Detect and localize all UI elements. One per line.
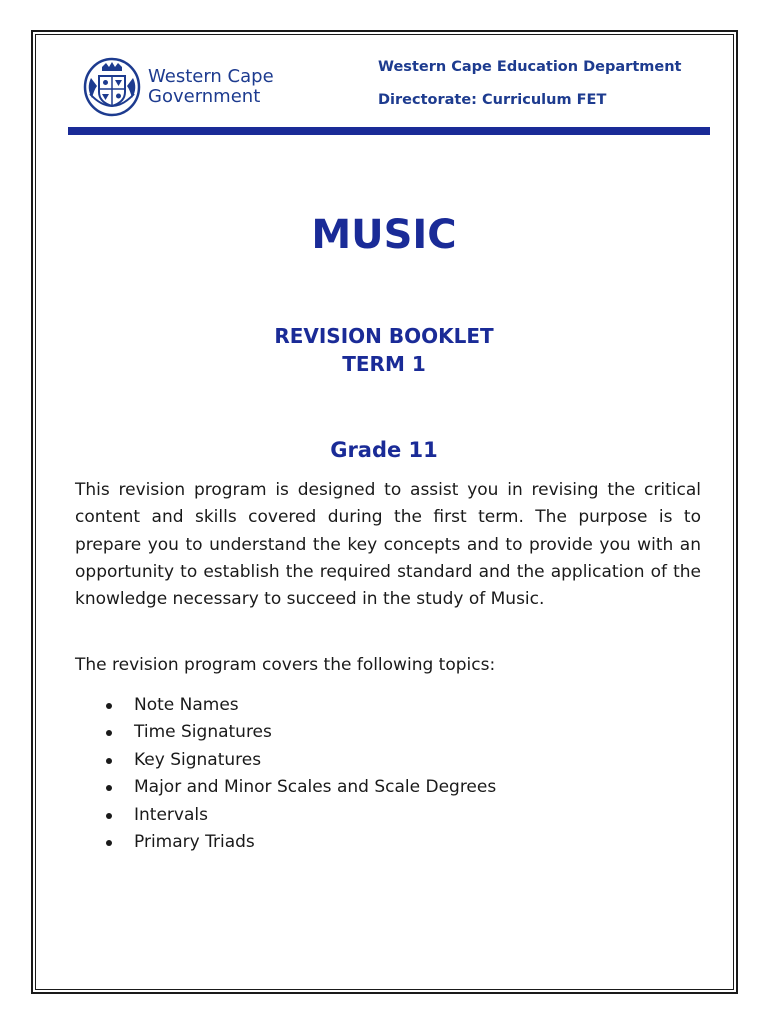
list-item — [104, 719, 496, 746]
topic-label: Time Signatures — [134, 722, 272, 743]
logo-line-1: Western Cape — [148, 66, 274, 87]
bullet-dot-icon — [106, 785, 112, 791]
intro-paragraph: This revision program is designed to assist you in revising the critical content and skills covered during the first term. The purpose is to prepare you to understand the key concepts and to provide you with an opportunity to establish the required standard and the application of the knowledge necessary to succeed in the study of Music. — [75, 480, 701, 610]
logo-wordmark — [148, 67, 274, 107]
bullet-dot-icon — [106, 840, 112, 846]
topic-label: Major and Minor Scales and Scale Degrees — [134, 777, 497, 798]
list-item — [104, 774, 496, 801]
topics-lead-in: The revision program covers the following topics: — [75, 655, 496, 675]
department-block — [378, 56, 718, 111]
list-item — [104, 747, 496, 774]
subtitle-line-2: TERM 1 — [342, 352, 426, 376]
topic-list — [104, 692, 496, 856]
logo-line-2: Government — [148, 86, 261, 107]
topic-label: Intervals — [134, 804, 208, 825]
topic-label: Key Signatures — [134, 749, 262, 770]
department-name: Western Cape Education Department — [378, 59, 682, 75]
coat-of-arms-icon — [82, 56, 142, 118]
header-rule — [68, 127, 710, 135]
document-title: MUSIC — [311, 212, 457, 258]
bullet-dot-icon — [106, 758, 112, 764]
document-subtitle — [0, 322, 768, 378]
list-item — [104, 802, 496, 829]
bullet-dot-icon — [106, 703, 112, 709]
subtitle-line-1: REVISION BOOKLET — [274, 324, 494, 348]
list-item — [104, 829, 496, 856]
western-cape-government-logo — [82, 55, 292, 119]
directorate-name: Directorate: Curriculum FET — [378, 92, 607, 108]
bullet-dot-icon — [106, 730, 112, 736]
topic-label: Note Names — [134, 695, 239, 715]
bullet-dot-icon — [106, 813, 112, 819]
list-item — [104, 692, 496, 719]
grade-heading: Grade 11 — [330, 438, 438, 462]
topic-label: Primary Triads — [134, 832, 255, 853]
